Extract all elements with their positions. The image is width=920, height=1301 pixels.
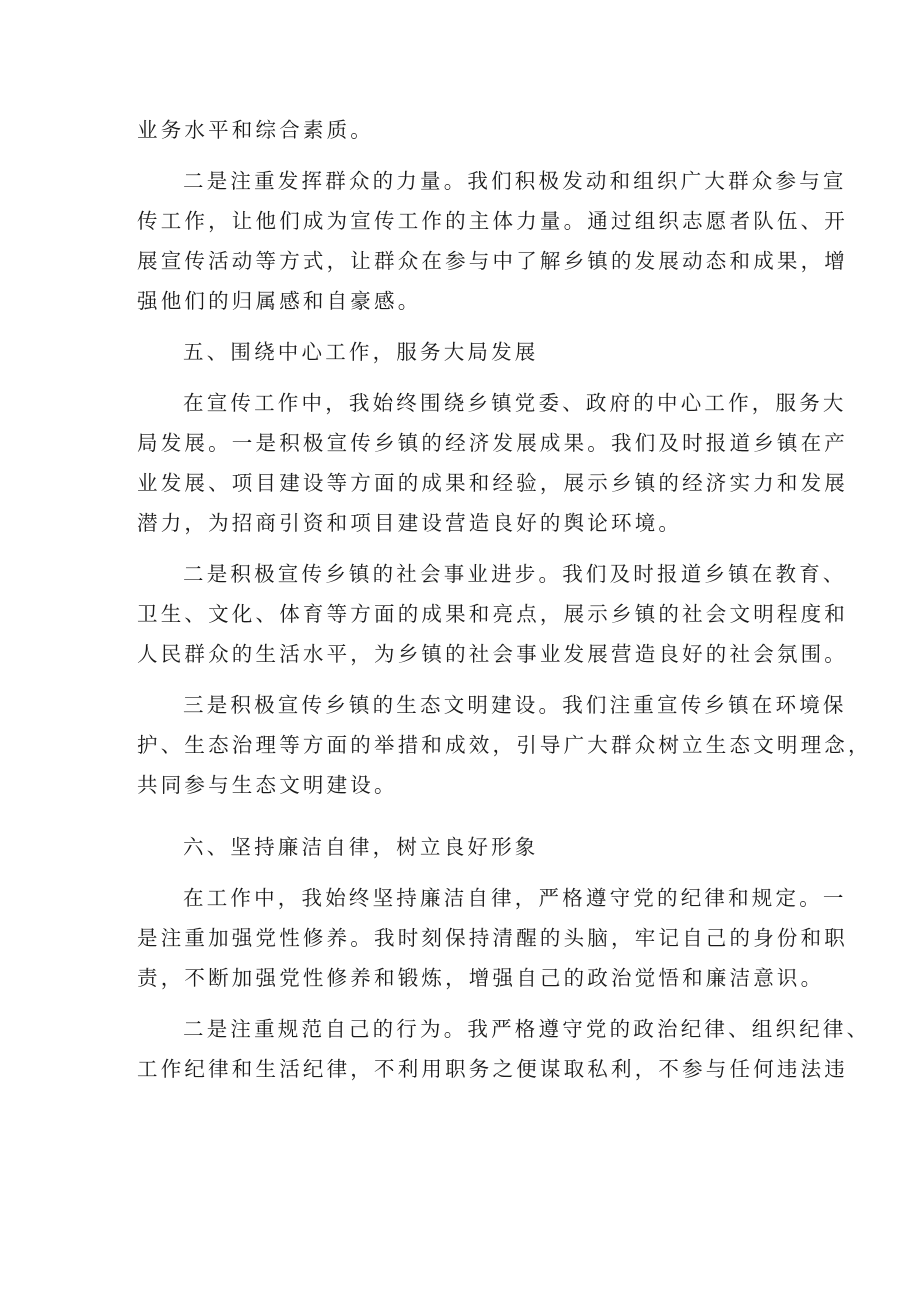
paragraph-gap: [137, 998, 797, 1009]
paragraph-gap: [137, 321, 797, 332]
paragraph-gap: [137, 674, 797, 685]
paragraph-gap: [137, 543, 797, 554]
text-line: 局发展。一是积极宣传乡镇的经济发展成果。我们及时报道乡镇在产: [137, 431, 848, 455]
text-line: 共同参与生态文明建设。: [137, 773, 398, 797]
paragraph-gap: [137, 150, 797, 161]
text-line: 卫生、文化、体育等方面的成果和亮点，展示乡镇的社会文明程度和: [137, 602, 848, 626]
section-heading: 五、围绕中心工作，服务大局发展: [183, 340, 539, 364]
text-line: 二是注重规范自己的行为。我严格遵守党的政治纪律、组织纪律、: [183, 1017, 871, 1041]
text-line: 业务水平和综合素质。: [137, 118, 374, 142]
text-line: 在宣传工作中，我始终围绕乡镇党委、政府的中心工作，服务大: [183, 391, 847, 415]
text-line: 护、生态治理等方面的举措和成效，引导广大群众树立生态文明理念，: [137, 733, 872, 757]
text-line: 三是积极宣传乡镇的生态文明建设。我们注重宣传乡镇在环境保: [183, 693, 847, 717]
paragraph-gap: [137, 372, 797, 383]
paragraph-gap: [137, 805, 797, 816]
paragraph-gap: [137, 867, 797, 878]
text-line: 传工作，让他们成为宣传工作的主体力量。通过组织志愿者队伍、开: [137, 209, 848, 233]
paragraph-gap: [137, 816, 797, 827]
text-line: 二是积极宣传乡镇的社会事业进步。我们及时报道乡镇在教育、: [183, 562, 847, 586]
text-line: 人民群众的生活水平，为乡镇的社会事业发展营造良好的社会氛围。: [137, 642, 848, 666]
text-line: 业发展、项目建设等方面的成果和经验，展示乡镇的经济实力和发展: [137, 471, 848, 495]
text-line: 在工作中，我始终坚持廉洁自律，严格遵守党的纪律和规定。一: [183, 886, 847, 910]
text-line: 展宣传活动等方式，让群众在参与中了解乡镇的发展动态和成果，增: [137, 249, 848, 273]
text-line: 责，不断加强党性修养和锻炼，增强自己的政治觉悟和廉洁意识。: [137, 966, 825, 990]
section-heading: 六、坚持廉洁自律，树立良好形象: [183, 835, 539, 859]
text-line: 强他们的归属感和自豪感。: [137, 289, 422, 313]
text-line: 二是注重发挥群众的力量。我们积极发动和组织广大群众参与宣: [183, 169, 847, 193]
text-line: 是注重加强党性修养。我时刻保持清醒的头脑，牢记自己的身份和职: [137, 926, 848, 950]
text-line: 工作纪律和生活纪律，不利用职务之便谋取私利，不参与任何违法违: [137, 1057, 848, 1081]
text-line: 潜力，为招商引资和项目建设营造良好的舆论环境。: [137, 511, 683, 535]
document-body: [137, 110, 872, 1089]
